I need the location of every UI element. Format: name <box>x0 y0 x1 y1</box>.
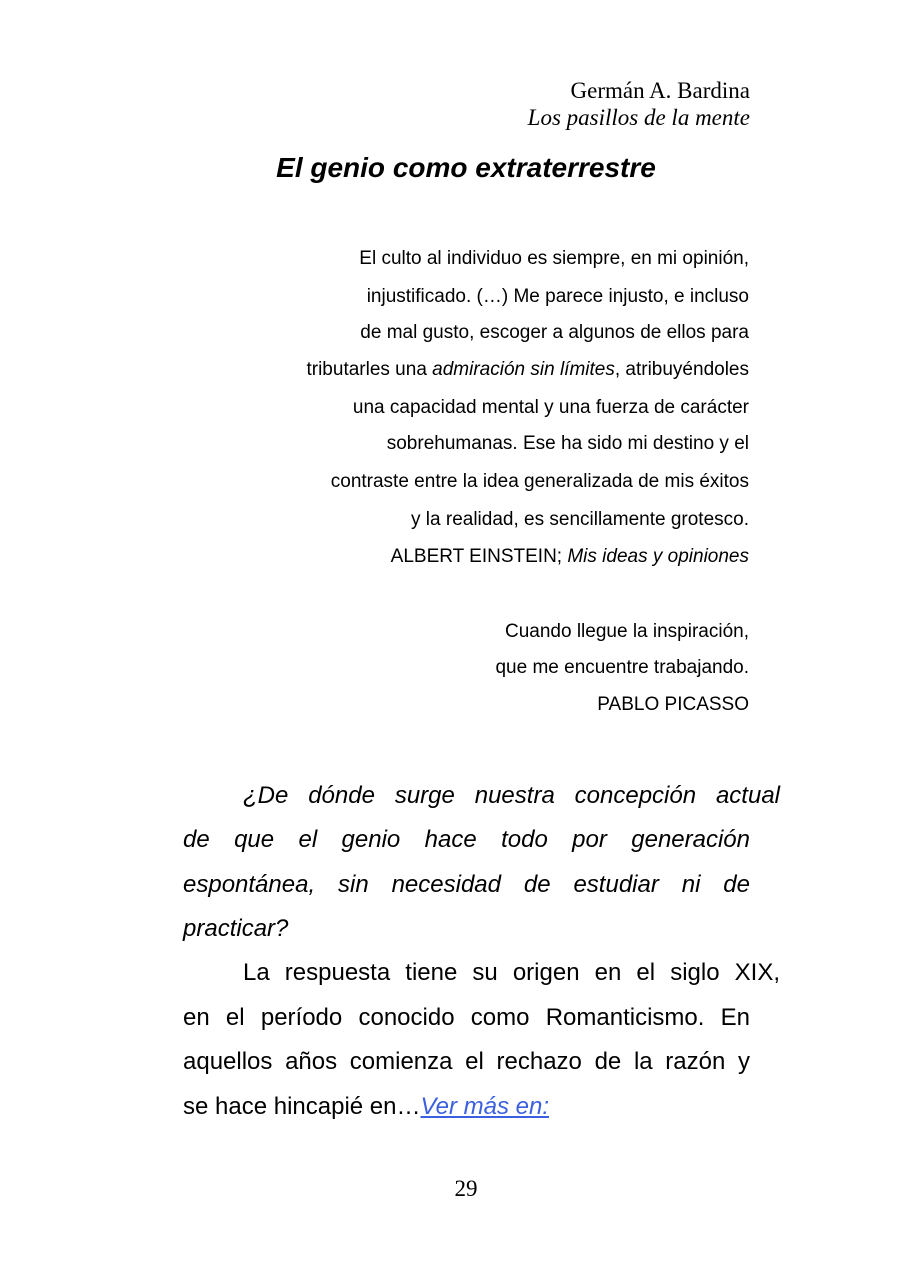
text: , atribuyéndoles <box>614 359 749 380</box>
emphasis: admiración sin límites <box>432 359 615 380</box>
read-more-link[interactable]: Ver más en: <box>420 1093 549 1120</box>
text: tributarles una <box>306 359 433 380</box>
body-line: de que el genio hace todo por generación <box>183 826 750 853</box>
page-number: 29 <box>454 1176 478 1201</box>
body-line: en el período conocido como Romanticismo. En <box>183 1004 750 1031</box>
body-line: practicar? <box>183 915 289 942</box>
quote-line <box>306 358 749 382</box>
quote-author: ALBERT EINSTEIN; <box>390 546 568 567</box>
quote-line: una capacidad mental y una fuerza de carácter <box>352 397 749 418</box>
body-line: ¿De dónde surge nuestra concepción actual <box>243 782 780 809</box>
header-book-title: Los pasillos de la mente <box>527 105 750 130</box>
quote-line: sobrehumanas. Ese ha sido mi destino y el <box>386 433 749 454</box>
header-author: Germán A. Bardina <box>570 78 750 103</box>
body-line <box>183 1092 750 1122</box>
text: se hace hincapié en… <box>183 1093 421 1120</box>
quote-line: contraste entre la idea generalizada de mis éxitos <box>330 471 749 492</box>
quote-attribution <box>391 545 749 569</box>
quote-line: de mal gusto, escoger a algunos de ellos para <box>360 322 749 343</box>
body-line: La respuesta tiene su origen en el siglo XIX, <box>243 959 780 986</box>
body-line: espontánea, sin necesidad de estudiar ni de <box>183 871 750 898</box>
chapter-title: El genio como extraterrestre <box>276 152 656 183</box>
quote-line: El culto al individuo es siempre, en mi opinión, <box>359 248 749 269</box>
body-line: aquellos años comienza el rechazo de la razón y <box>183 1048 750 1075</box>
quote-line: injustificado. (…) Me parece injusto, e incluso <box>366 286 749 307</box>
quote-line: que me encuentre trabajando. <box>495 657 749 678</box>
quote-line: y la realidad, es sencillamente grotesco. <box>411 509 749 530</box>
quote-attribution: PABLO PICASSO <box>597 694 749 715</box>
quote-source: Mis ideas y opiniones <box>567 546 749 567</box>
quote-line: Cuando llegue la inspiración, <box>505 621 749 642</box>
